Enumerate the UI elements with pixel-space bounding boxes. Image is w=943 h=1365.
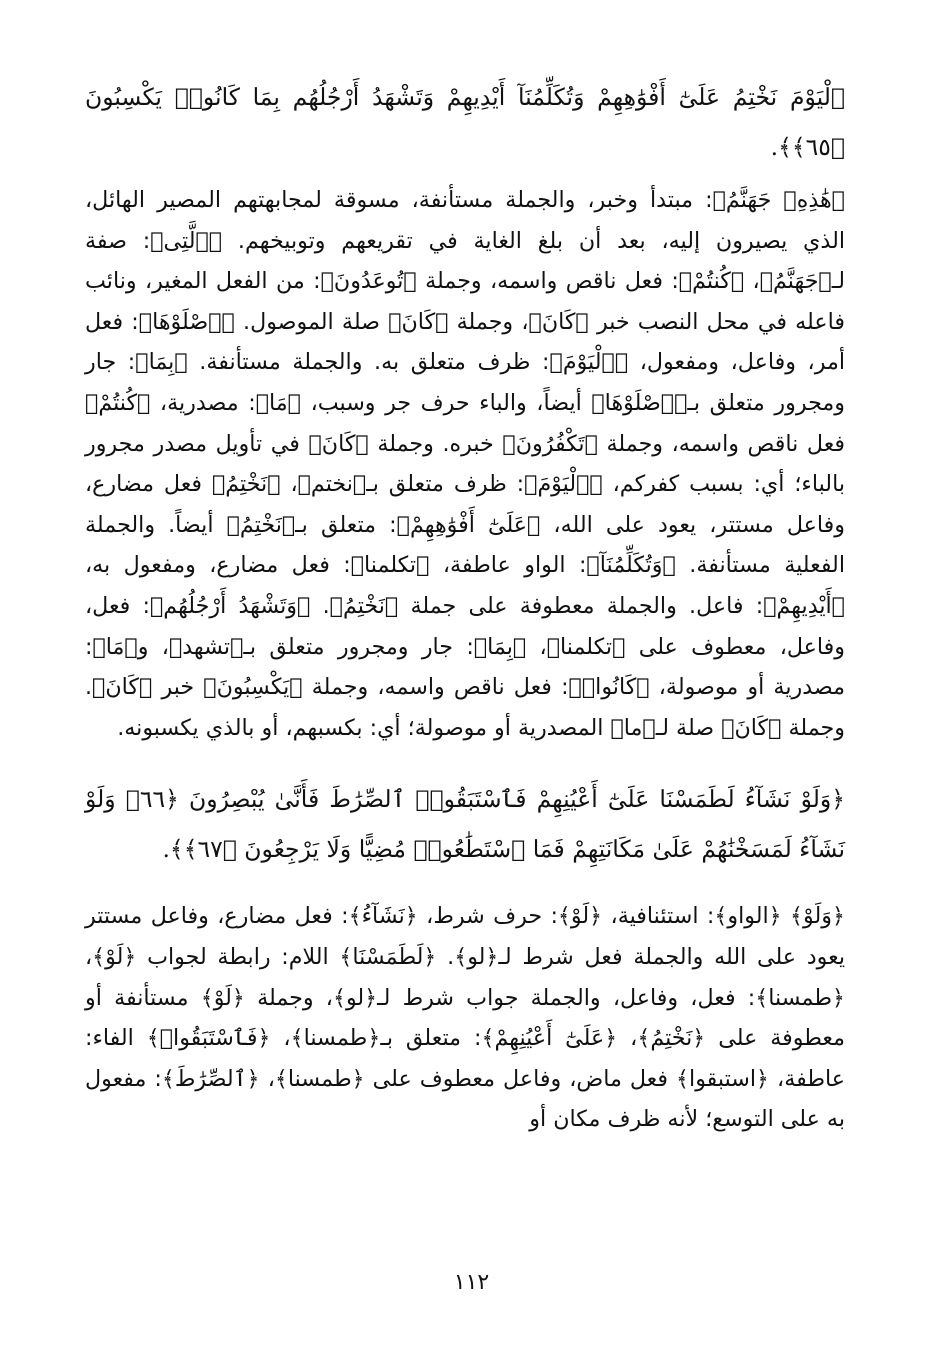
quran-verse-65: ٱلْيَوْمَ نَخْتِمُ عَلَىٰٓ أَفْوَٰهِهِمْ وَتُكَلِّمُنَآ أَيْدِيهِمْ وَتَشْهَدُ أَرْجُلُهُم بِمَا كَانُوا۟ يَكْسِبُونَ ﴿٦٥﴾﴾. [85,83,845,161]
grammar-commentary-1: ﴿هَٰذِهِۦ جَهَنَّمُ﴾: مبتدأ وخبر، والجملة مستأنفة، مسوقة لمجابهتهم المصير الهائل، الذي يصيرون إليه، بعد أن بلغ الغاية في تقريعهم وتوبيخهم. ﴿ٱلَّتِى﴾: صفة لـ﴿جَهَنَّمُ﴾، ﴿كُنتُمْ﴾: فعل ناقص واسمه، وجملة ﴿تُوعَدُونَ﴾: من الفعل المغير، ونائب فاعله في محل النصب خبر ﴿كَانَ﴾، وجملة ﴿كَانَ﴾ صلة الموصول. ﴿ٱصْلَوْهَا﴾: فعل أمر، وفاعل، ومفعول، ﴿ٱلْيَوْمَ﴾: ظرف متعلق به. والجملة مستأنفة. ﴿بِمَا﴾: جار ومجرور متعلق بـ﴿ٱصْلَوْهَا﴾ أيضاً، والباء حرف جر وسبب، ﴿مَا﴾: مصدرية، ﴿كُنتُمْ﴾ فعل ناقص واسمه، وجملة ﴿تَكْفُرُونَ﴾ خبره. وجملة ﴿كَانَ﴾ في تأويل مصدر مجرور بالباء؛ أي: بسبب كفركم، ﴿ٱلْيَوْمَ﴾: ظرف متعلق بـ﴿نختم﴾، ﴿نَخْتِمُ﴾ فعل مضارع، وفاعل مستتر، يعود على الله، ﴿عَلَىٰٓ أَفْوَٰهِهِمْ﴾: متعلق بـ﴿نَخْتِمُ﴾ أيضاً. والجملة الفعلية مستأنفة. ﴿وَتُكَلِّمُنَآ﴾: الواو عاطفة، ﴿تكلمنا﴾: فعل مضارع، ومفعول به، ﴿أَيْدِيهِمْ﴾: فاعل. والجملة معطوفة على جملة ﴿نَخْتِمُ﴾. ﴿وَتَشْهَدُ أَرْجُلُهُم﴾: فعل، وفاعل، معطوف على ﴿تكلمنا﴾، ﴿بِمَا﴾: جار ومجرور متعلق بـ﴿تشهد﴾، و﴿مَا﴾: مصدرية أو موصولة، ﴿كَانُوا۟﴾: فعل ناقص واسمه، وجملة ﴿يَكْسِبُونَ﴾ خبر ﴿كَانَ﴾. وجملة ﴿كَانَ﴾ صلة لـ﴿ما﴾ المصدرية أو موصولة؛ أي: بكسبهم، أو بالذي يكسبونه. [85,187,845,741]
page-number: ١١٢ [453,1270,490,1295]
page-body [85,72,845,1140]
quran-verse-66-67: ﴿وَلَوْ نَشَآءُ لَطَمَسْنَا عَلَىٰٓ أَعْيُنِهِمْ فَٱسْتَبَقُوا۟ ٱلصِّرَٰطَ فَأَنَّىٰ يُبْصِرُونَ ﴿٦٦﴾ وَلَوْ نَشَآءُ لَمَسَخْنَٰهُمْ عَلَىٰ مَكَانَتِهِمْ فَمَا ٱسْتَطَٰعُوا۟ مُضِيًّا وَلَا يَرْجِعُونَ ﴿٦٧﴾﴾. [85,785,845,864]
grammar-commentary-2: ﴿وَلَوْ﴾ ﴿الواو﴾: استئنافية، ﴿لَوْ﴾: حرف شرط، ﴿نَشَآءُ﴾: فعل مضارع، وفاعل مستتر يعود على الله والجملة فعل شرط لـ﴿لو﴾. ﴿لَطَمَسْنَا﴾ اللام: رابطة لجواب ﴿لَوْ﴾، ﴿طمسنا﴾: فعل، وفاعل، والجملة جواب شرط لـ﴿لو﴾، وجملة ﴿لَوْ﴾ مستأنفة أو معطوفة على ﴿نَخْتِمُ﴾، ﴿عَلَىٰٓ أَعْيُنِهِمْ﴾: متعلق بـ﴿طمسنا﴾، ﴿فَٱسْتَبَقُوا۟﴾ الفاء: عاطفة، ﴿استبقوا﴾ فعل ماض، وفاعل معطوف على ﴿طمسنا﴾، ﴿ٱلصِّرَٰطَ﴾: مفعول به على التوسع؛ لأنه ظرف مكان أو [85,903,845,1133]
